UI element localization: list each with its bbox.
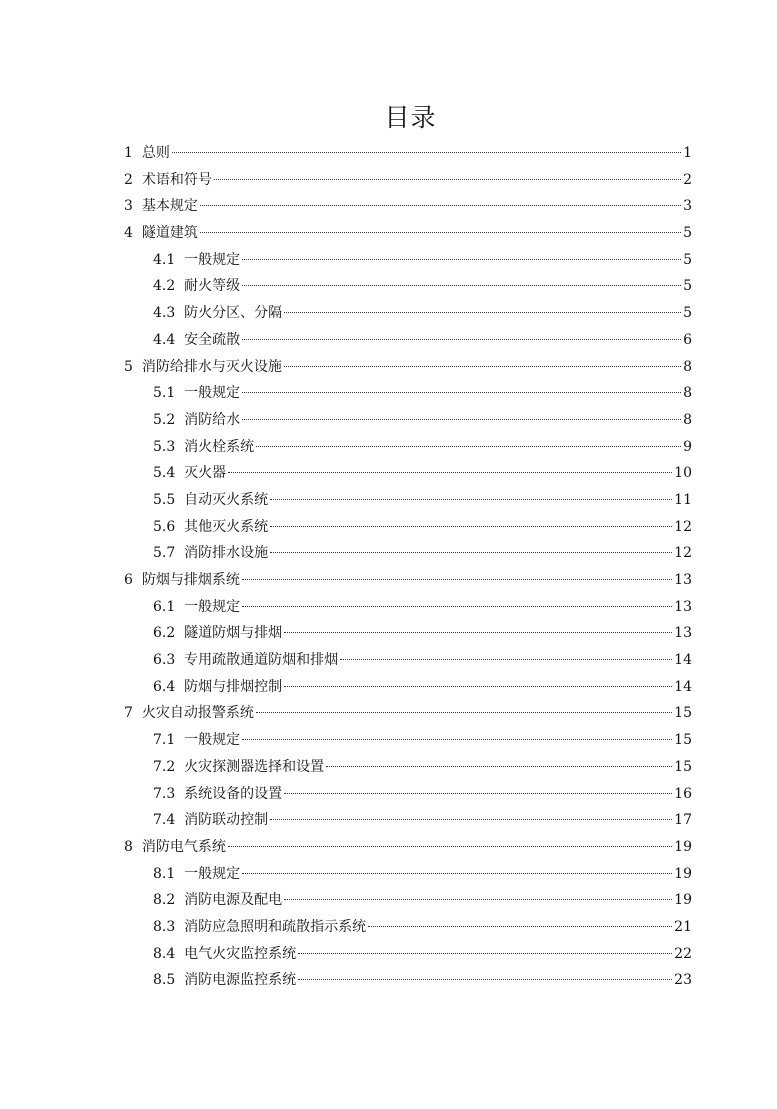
toc-dot-leader xyxy=(284,899,672,900)
toc-entry-title: 隧道防烟与排烟 xyxy=(184,625,283,642)
toc-entry-page: 23 xyxy=(674,972,692,989)
toc-entry[interactable] xyxy=(124,807,692,834)
toc-entry[interactable] xyxy=(124,434,692,461)
toc-entry-number: 1 xyxy=(124,145,133,161)
toc-entry-page: 13 xyxy=(674,572,692,588)
toc-entry-page: 19 xyxy=(674,838,692,855)
toc-dot-leader xyxy=(242,259,681,260)
toc-dot-leader xyxy=(298,979,672,980)
toc-dot-leader xyxy=(270,499,672,500)
toc-entry-title: 一般规定 xyxy=(184,865,241,882)
toc-entry-number: 7.4 xyxy=(153,812,176,829)
toc-entry[interactable] xyxy=(124,514,692,541)
toc-entry-number: 8.4 xyxy=(153,945,176,962)
toc-entry-title: 防烟与排烟系统 xyxy=(141,572,240,588)
toc-entry[interactable] xyxy=(124,220,692,247)
toc-entry[interactable] xyxy=(124,487,692,514)
toc-entry-number: 8.2 xyxy=(153,892,176,909)
toc-entry-number: 4.1 xyxy=(153,251,176,268)
toc-entry[interactable] xyxy=(124,247,692,274)
toc-entry-title: 防火分区、分隔 xyxy=(184,305,283,322)
toc-entry-page: 12 xyxy=(674,545,692,562)
toc-entry[interactable] xyxy=(124,967,692,994)
toc-entry[interactable] xyxy=(124,300,692,327)
toc-dot-leader xyxy=(284,686,672,687)
toc-entry-title: 消防给排水与灭火设施 xyxy=(141,358,282,375)
toc-entry-title: 消防电源及配电 xyxy=(184,892,283,909)
toc-entry-page: 13 xyxy=(674,625,692,642)
toc-entry-title: 一般规定 xyxy=(184,385,241,402)
toc-entry-title: 总则 xyxy=(141,145,170,161)
toc-title: 目录 xyxy=(384,103,437,132)
toc-entry-page: 6 xyxy=(683,331,692,348)
toc-entry[interactable] xyxy=(124,861,692,888)
toc-entry-title: 消防电源监控系统 xyxy=(184,972,297,989)
toc-entry-page: 14 xyxy=(674,678,692,695)
toc-entry-number: 8.5 xyxy=(153,972,176,989)
toc-entry[interactable] xyxy=(124,941,692,968)
toc-entry-page: 5 xyxy=(683,225,692,242)
toc-entry-title: 自动灭火系统 xyxy=(184,491,269,508)
toc-entry-page: 8 xyxy=(683,358,692,375)
toc-entry[interactable] xyxy=(124,193,692,220)
toc-entry[interactable] xyxy=(124,380,692,407)
toc-entry-title: 其他灭火系统 xyxy=(184,518,269,535)
toc-entry-number: 8.3 xyxy=(153,918,176,935)
toc-entry-number: 6.1 xyxy=(153,598,176,615)
toc-entry-number: 6 xyxy=(124,572,133,588)
toc-entry[interactable] xyxy=(124,700,692,727)
toc-entry-title: 术语和符号 xyxy=(141,171,212,188)
toc-entry[interactable] xyxy=(124,594,692,621)
toc-entry[interactable] xyxy=(124,540,692,567)
toc-entry[interactable] xyxy=(124,327,692,354)
toc-entry-title: 消防给水 xyxy=(184,411,241,428)
toc-entry[interactable] xyxy=(124,727,692,754)
toc-entry-title: 灭火器 xyxy=(184,465,227,482)
toc-entry[interactable] xyxy=(124,354,692,381)
toc-entry-page: 2 xyxy=(683,171,692,188)
toc-entry-number: 5.3 xyxy=(153,438,176,455)
toc-entry[interactable] xyxy=(124,781,692,808)
toc-entry-title: 消防电气系统 xyxy=(141,838,226,855)
toc-entry[interactable] xyxy=(124,273,692,300)
toc-entry-number: 6.2 xyxy=(153,625,176,642)
toc-entry-number: 5.7 xyxy=(153,545,176,562)
toc-dot-leader xyxy=(270,819,672,820)
toc-entry-title: 隧道建筑 xyxy=(141,225,198,242)
toc-entry-title: 一般规定 xyxy=(184,732,241,749)
toc-entry-title: 一般规定 xyxy=(184,251,241,268)
toc-entry-number: 7.2 xyxy=(153,758,176,775)
toc-dot-leader xyxy=(242,739,672,740)
toc-dot-leader xyxy=(242,579,672,580)
toc-dot-leader xyxy=(340,659,672,660)
toc-entry-title: 火灾自动报警系统 xyxy=(141,705,254,722)
toc-dot-leader xyxy=(256,446,681,447)
toc-entry-page: 11 xyxy=(674,491,692,508)
toc-entry-number: 8 xyxy=(124,838,133,855)
toc-entry[interactable] xyxy=(124,674,692,701)
toc-dot-leader xyxy=(270,552,672,553)
toc-entry-page: 12 xyxy=(674,518,692,535)
toc-entry-number: 4.3 xyxy=(153,305,176,322)
toc-entry-page: 9 xyxy=(683,438,692,455)
toc-entry-page: 10 xyxy=(674,465,692,482)
toc-dot-leader xyxy=(200,205,681,206)
toc-entry-page: 22 xyxy=(674,945,692,962)
toc-entry-number: 2 xyxy=(124,171,133,188)
toc-dot-leader xyxy=(326,766,672,767)
toc-entry-page: 1 xyxy=(683,145,692,161)
toc-entry-number: 5.6 xyxy=(153,518,176,535)
toc-entry-page: 21 xyxy=(674,918,692,935)
toc-entry[interactable] xyxy=(124,140,692,167)
toc-entry[interactable] xyxy=(124,887,692,914)
toc-entry-page: 15 xyxy=(674,705,692,722)
toc-entry-number: 6.3 xyxy=(153,652,176,669)
toc-entry-title: 消防排水设施 xyxy=(184,545,269,562)
toc-entry-title: 消防联动控制 xyxy=(184,812,269,829)
toc-entry[interactable] xyxy=(124,754,692,781)
toc-entry-title: 耐火等级 xyxy=(184,278,241,295)
toc-entry[interactable] xyxy=(124,620,692,647)
toc-dot-leader xyxy=(284,366,681,367)
toc-entry-number: 5 xyxy=(124,358,133,375)
toc-entry-page: 5 xyxy=(683,305,692,322)
toc-entry-title: 基本规定 xyxy=(141,198,198,215)
toc-entry-number: 8.1 xyxy=(153,865,176,882)
toc-dot-leader xyxy=(298,953,672,954)
toc-entry-title: 火灾探测器选择和设置 xyxy=(184,758,325,775)
toc-list xyxy=(124,140,692,994)
toc-dot-leader xyxy=(228,846,672,847)
toc-dot-leader xyxy=(214,179,681,180)
toc-entry-title: 消火栓系统 xyxy=(184,438,255,455)
toc-dot-leader xyxy=(242,285,681,286)
toc-entry-page: 17 xyxy=(674,812,692,829)
toc-entry-number: 7.1 xyxy=(153,732,176,749)
toc-dot-leader xyxy=(284,312,681,313)
toc-entry[interactable] xyxy=(124,834,692,861)
toc-dot-leader xyxy=(242,873,672,874)
toc-entry-page: 3 xyxy=(683,198,692,215)
toc-entry-number: 4.2 xyxy=(153,278,176,295)
toc-dot-leader xyxy=(200,232,681,233)
toc-dot-leader xyxy=(270,526,672,527)
toc-entry-page: 15 xyxy=(674,758,692,775)
toc-entry-number: 4.4 xyxy=(153,331,176,348)
toc-entry[interactable] xyxy=(124,460,692,487)
toc-entry-title: 系统设备的设置 xyxy=(184,785,283,802)
toc-dot-leader xyxy=(242,339,681,340)
toc-dot-leader xyxy=(242,606,672,607)
toc-entry-page: 19 xyxy=(674,865,692,882)
toc-entry[interactable] xyxy=(124,407,692,434)
toc-entry[interactable] xyxy=(124,647,692,674)
toc-entry-page: 14 xyxy=(674,652,692,669)
toc-entry-number: 7 xyxy=(124,705,133,722)
toc-entry[interactable] xyxy=(124,567,692,594)
toc-dot-leader xyxy=(368,926,672,927)
toc-entry-title: 专用疏散通道防烟和排烟 xyxy=(184,652,339,669)
toc-entry-page: 5 xyxy=(683,251,692,268)
toc-entry-number: 3 xyxy=(124,198,133,215)
toc-dot-leader xyxy=(284,793,672,794)
toc-entry-page: 16 xyxy=(674,785,692,802)
toc-entry-page: 5 xyxy=(683,278,692,295)
toc-dot-leader xyxy=(242,392,681,393)
toc-dot-leader xyxy=(242,419,681,420)
toc-entry-title: 一般规定 xyxy=(184,598,241,615)
toc-entry[interactable] xyxy=(124,914,692,941)
toc-entry-number: 5.4 xyxy=(153,465,176,482)
toc-entry[interactable] xyxy=(124,167,692,194)
toc-entry-number: 6.4 xyxy=(153,678,176,695)
toc-entry-page: 19 xyxy=(674,892,692,909)
toc-entry-page: 8 xyxy=(683,411,692,428)
toc-entry-number: 4 xyxy=(124,225,133,242)
toc-entry-title: 防烟与排烟控制 xyxy=(184,678,283,695)
toc-entry-number: 5.5 xyxy=(153,491,176,508)
toc-dot-leader xyxy=(256,712,672,713)
toc-dot-leader xyxy=(284,632,672,633)
toc-entry-title: 消防应急照明和疏散指示系统 xyxy=(184,918,367,935)
toc-dot-leader xyxy=(228,472,672,473)
toc-entry-page: 15 xyxy=(674,732,692,749)
toc-entry-number: 5.2 xyxy=(153,411,176,428)
toc-entry-page: 8 xyxy=(683,385,692,402)
toc-entry-title: 安全疏散 xyxy=(184,331,241,348)
toc-dot-leader xyxy=(172,152,681,153)
toc-entry-number: 7.3 xyxy=(153,785,176,802)
toc-entry-title: 电气火灾监控系统 xyxy=(184,945,297,962)
toc-entry-number: 5.1 xyxy=(153,385,176,402)
toc-entry-page: 13 xyxy=(674,598,692,615)
